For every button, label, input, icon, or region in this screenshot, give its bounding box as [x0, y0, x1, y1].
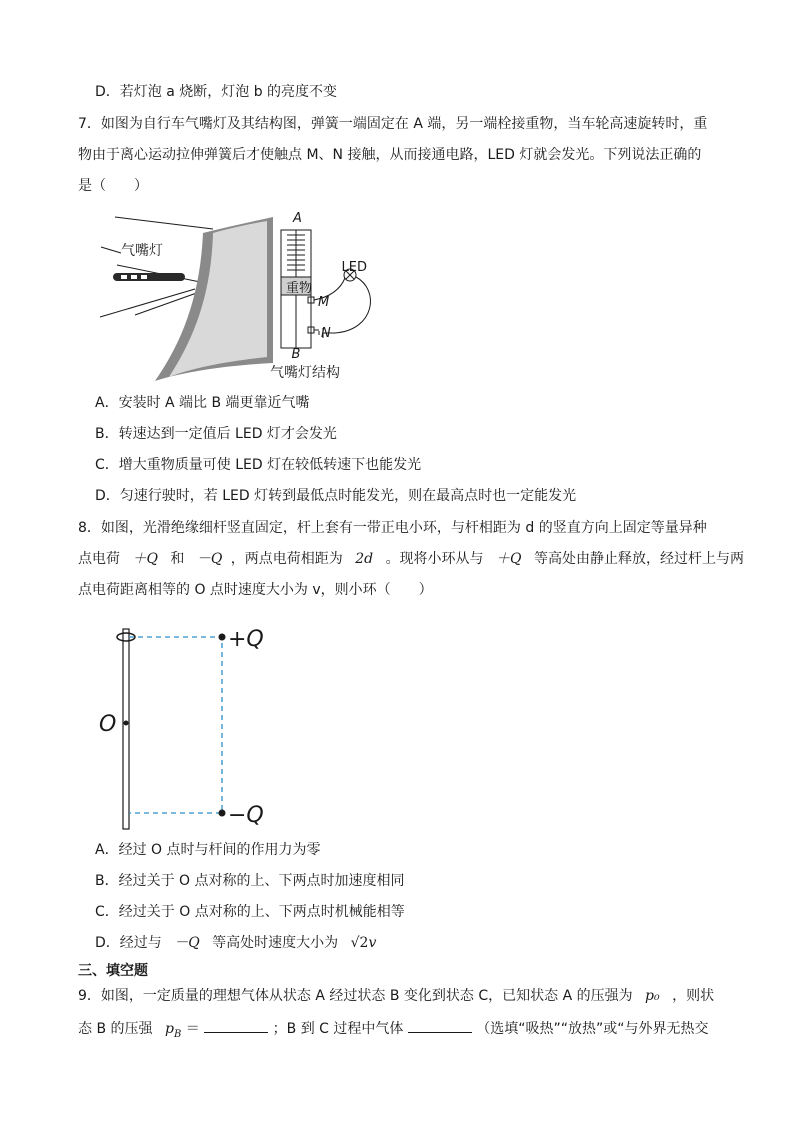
q8-stem-line1: 8．如图，光滑绝缘细杆竖直固定，杆上套有一带正电小环，与杆相距为 d 的竖直方向上固定等量异种	[78, 520, 707, 536]
section-heading: 三、填空题	[78, 963, 148, 979]
label-b: B	[291, 347, 301, 362]
label-weight: 重物	[286, 281, 313, 296]
spoke	[115, 217, 213, 229]
point-o	[124, 721, 129, 726]
q8-option-a: A．经过 O 点时与杆间的作用力为零	[95, 842, 321, 858]
charge-minus-dot	[219, 810, 226, 817]
label-led: LED	[341, 260, 367, 275]
q7-stem-line2: 物由于离心运动拉伸弹簧后才使触点 M、N 接触，从而接通电路，LED 灯就会发光。下列说法正确的	[78, 147, 702, 163]
q6-option-d: D．若灯泡 a 烧断，灯泡 b 的亮度不变	[95, 84, 338, 100]
sqrt-two: √2	[350, 935, 369, 951]
label-plus-q: +Q	[228, 627, 264, 652]
charge-plus-dot	[219, 634, 226, 641]
valve-light	[113, 273, 185, 281]
q8-figure	[95, 625, 275, 835]
answer-blank-pb[interactable]	[204, 1018, 268, 1033]
q8-option-d: D．经过与 －Q 等高处时速度大小为 √2v	[95, 935, 377, 951]
charge-plus-q: ＋Q	[132, 551, 158, 567]
q8-option-b: B．经过关于 O 点对称的上、下两点时加速度相同	[95, 873, 405, 889]
q9-stem-line2: 态 B 的压强 $p_B$ ＝ ；B 到 C 过程中气体 （选填“吸热”“放热”或“与外界无热交	[78, 1018, 709, 1045]
label-o: O	[99, 712, 117, 737]
label-minus-q: −Q	[228, 803, 264, 828]
charge-minus-q: －Q	[196, 551, 223, 567]
label-m: M	[318, 295, 330, 310]
insulating-rod	[123, 629, 129, 829]
dashed-guide	[129, 637, 222, 813]
q8-stem-line3: 点电荷距离相等的 O 点时速度大小为 v，则小环（ ）	[78, 582, 433, 598]
q7-option-a: A．安装时 A 端比 B 端更靠近气嘴	[95, 395, 310, 411]
q7-stem-line1: 7．如图为自行车气嘴灯及其结构图，弹簧一端固定在 A 端，另一端栓接重物，当车轮高速旋转时，重	[78, 116, 708, 132]
q7-option-b: B．转速达到一定值后 LED 灯才会发光	[95, 426, 337, 442]
answer-blank-heat[interactable]	[408, 1018, 472, 1033]
label-a: A	[293, 211, 302, 226]
q7-option-c: C．增大重物质量可使 LED 灯在较低转速下也能发光	[95, 457, 422, 473]
figure-caption: 气嘴灯结构	[270, 365, 340, 381]
q7-stem-line3: 是（ ）	[78, 178, 148, 194]
spoke	[100, 289, 195, 317]
label-n: N	[321, 326, 331, 341]
q7-figure	[95, 205, 385, 385]
q8-stem-line2: 点电荷 ＋Q 和 －Q ，两点电荷相距为 2d 。现将小环从与 ＋Q 等高处由静止释放，经过杆上与两	[78, 551, 744, 567]
q9-stem-line1: 9．如图，一定质量的理想气体从状态 A 经过状态 B 变化到状态 C，已知状态 A 的压强为 p₀ ，则状	[78, 988, 715, 1004]
q7-option-d: D．匀速行驶时，若 LED 灯转到最低点时能发光，则在最高点时也一定能发光	[95, 488, 577, 504]
q8-option-c: C．经过关于 O 点对称的上、下两点时机械能相等	[95, 904, 405, 920]
label-valve-light: 气嘴灯	[121, 243, 163, 259]
rim-inner	[169, 221, 267, 377]
distance-2d: 2d	[355, 551, 374, 567]
